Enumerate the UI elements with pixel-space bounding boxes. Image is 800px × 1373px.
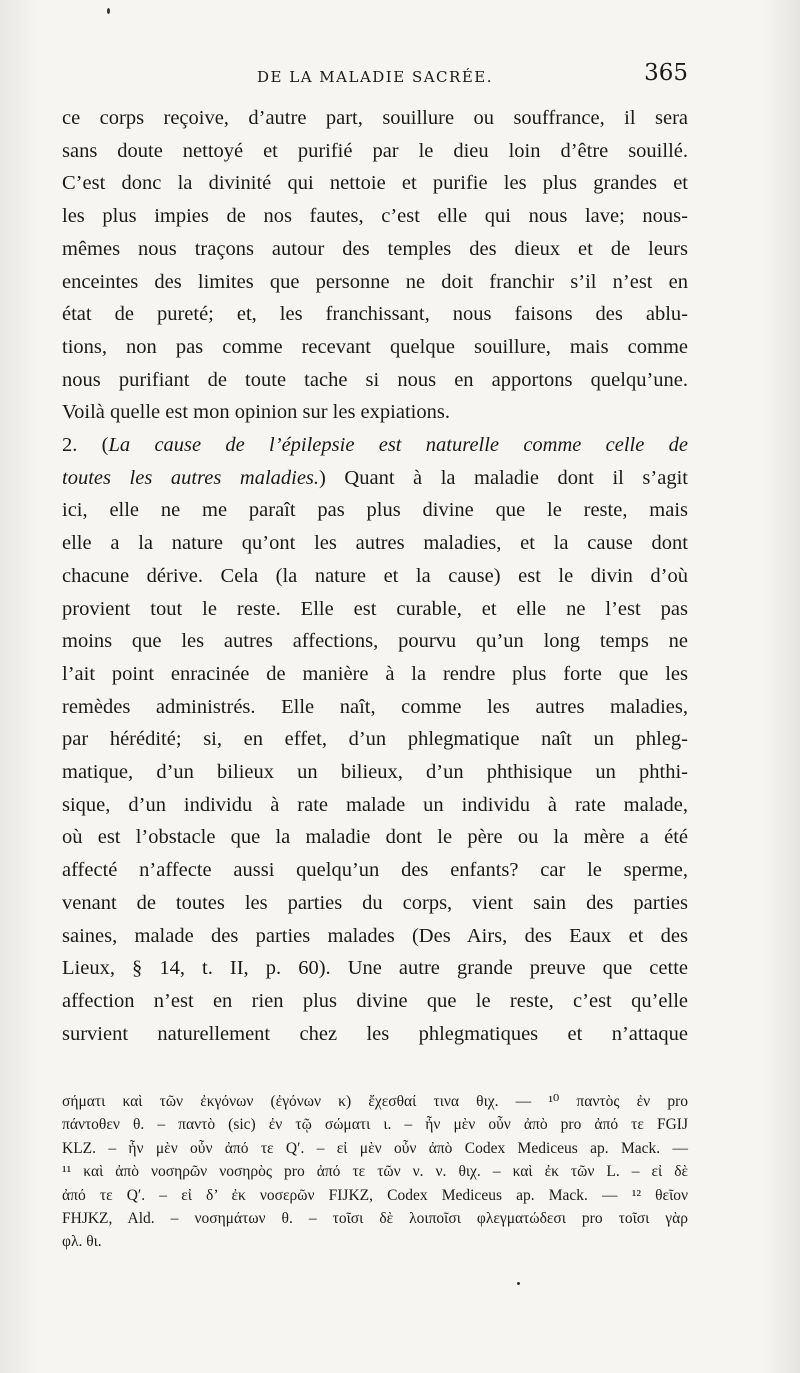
footnotes [62, 1090, 688, 1254]
print-speck [517, 1282, 520, 1285]
footnote-line: ¹¹ καὶ ἀπὸ νοσηρῶν νοσηρὸς pro ἀπό τε τῶν ν. ν. θιχ. – καὶ ἐκ τῶν L. – εἰ δὲ [62, 1163, 688, 1181]
text-line: enceintes des limites que personne ne doit franchir s’il n’est en [62, 270, 688, 293]
text-line: affecté n’affecte aussi quelqu’un des enfants? car le sperme, [62, 859, 688, 882]
text-line: elle a la nature qu’ont les autres maladies, et la cause dont [62, 532, 688, 555]
print-speck [107, 8, 110, 14]
main-text [62, 102, 688, 1050]
section-heading-line: toutes les autres maladies.) Quant à la maladie dont il s’agit [62, 466, 688, 489]
running-title: DE LA MALADIE SACRÉE. [256, 68, 493, 86]
footnote-line: ἀπό τε Q′. – εἰ δ’ ἐκ νοσερῶν FIJKZ, Codex Mediceus ap. Mack. — ¹² θεῖον [62, 1186, 688, 1204]
footnote-line: φλ. θι. [62, 1233, 102, 1251]
running-header [62, 60, 688, 100]
text-line: moins que les autres affections, pourvu qu’un long temps ne [62, 630, 688, 653]
text-line: saines, malade des parties malades (Des Airs, des Eaux et des [62, 924, 688, 947]
text-line: état de pureté; et, les franchissant, nous faisons des ablu- [62, 303, 688, 326]
text-line: provient tout le reste. Elle est curable, et elle ne l’est pas [62, 597, 688, 620]
text-line: l’ait point enracinée de manière à la rendre plus forte que les [62, 662, 688, 685]
footnote-line: σήματι καὶ τῶν ἐκγόνων (ἐγόνων κ) ἔχεσθαί τινα θιχ. — ¹⁰ παντὸς ἐν pro [62, 1093, 688, 1110]
text-line: les plus impies de nos fautes, c’est elle qui nous lave; nous- [62, 205, 688, 228]
text-line: sans doute nettoyé et purifié par le dieu loin d’être souillé. [62, 139, 688, 162]
text-line: remèdes administrés. Elle naît, comme les autres maladies, [62, 695, 688, 718]
section-heading-line: 2. (La cause de l’épilepsie est naturelle comme celle de [62, 434, 688, 457]
text-line: ce corps reçoive, d’autre part, souillure ou souffrance, il sera [62, 107, 688, 129]
text-line: Voilà quelle est mon opinion sur les expiations. [62, 401, 450, 424]
text-line: par hérédité; si, en effet, d’un phlegmatique naît un phleg- [62, 728, 688, 751]
text-line: venant de toutes les parties du corps, vient sain des parties [62, 891, 688, 914]
text-line: matique, d’un bilieux un bilieux, d’un phthisique un phthi- [62, 761, 688, 784]
text-line: affection n’est en rien plus divine que le reste, c’est qu’elle [62, 989, 688, 1012]
text-line: tions, non pas comme recevant quelque souillure, mais comme [62, 335, 688, 358]
text-line: nous purifiant de toute tache si nous en apportons quelqu’une. [62, 368, 688, 391]
text-line: où est l’obstacle que la maladie dont le père ou la mère a été [62, 826, 688, 849]
text-line: C’est donc la divinité qui nettoie et purifie les plus grandes et [62, 172, 688, 195]
page-number: 365 [644, 60, 688, 86]
text-line: sique, d’un individu à rate malade un individu à rate malade, [62, 793, 688, 816]
footnote-line: KLZ. – ἦν μὲν οὖν ἀπό τε Q′. – εἰ μὲν οὖν ἀπὸ Codex Mediceus ap. Mack. — [62, 1139, 688, 1157]
text-line: survient naturellement chez les phlegmatiques et n’attaque [62, 1022, 688, 1045]
text-line: Lieux, § 14, t. II, p. 60). Une autre grande preuve que cette [62, 957, 688, 980]
text-line: mêmes nous traçons autour des temples des dieux et de leurs [62, 237, 688, 260]
footnote-line: πάντοθεν θ. – παντὸ (sic) ἐν τῷ σώματι ι. – ἦν μὲν οὖν ἀπὸ pro ἀπό τε FGIJ [62, 1116, 688, 1134]
text-line: ici, elle ne me paraît pas plus divine que le reste, mais [62, 499, 688, 522]
text-line: chacune dérive. Cela (la nature et la cause) est le divin d’où [62, 564, 688, 587]
footnote-line: FHJKZ, Ald. – νοσημάτων θ. – τοῖσι δὲ λοιποῖσι φλεγματώδεσι pro τοῖσι γὰρ [62, 1210, 688, 1228]
